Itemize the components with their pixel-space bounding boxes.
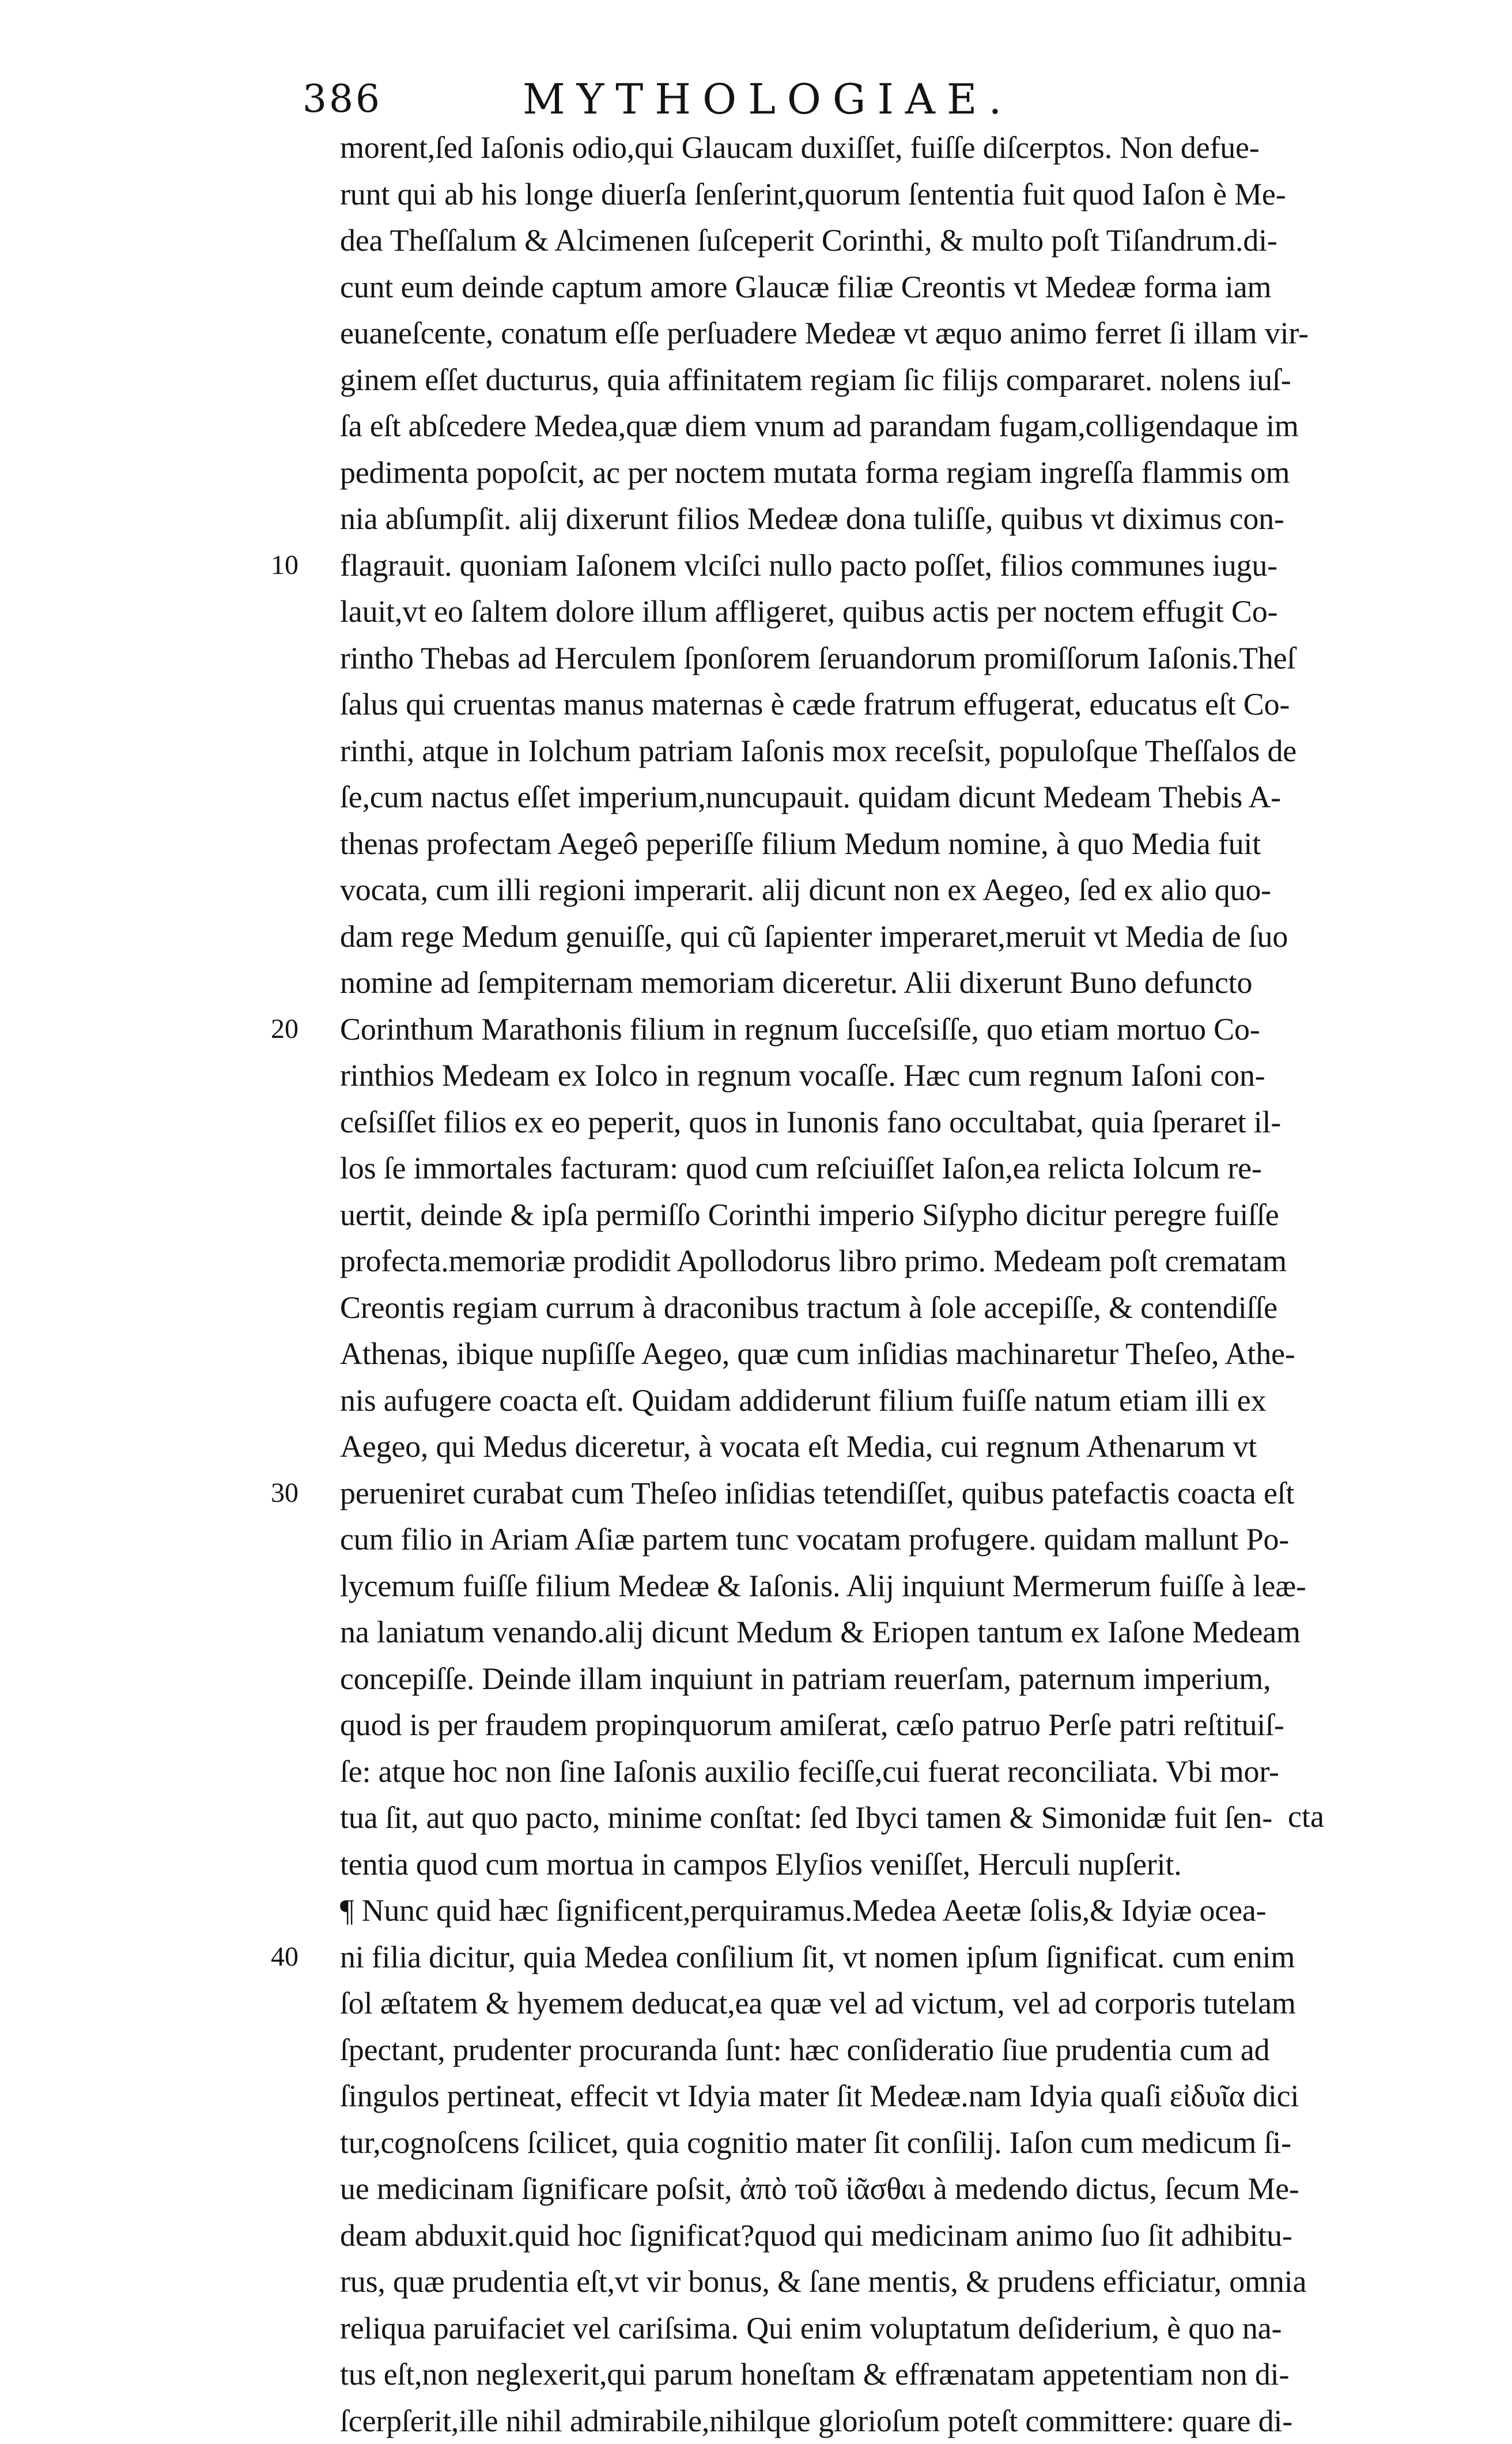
- text-line: euaneſcente, conatum eſſe perſuadere Medeæ vt æquo animo ferret ſi illam vir-: [340, 310, 1371, 357]
- text-line: profecta.memoriæ prodidit Apollodorus libro primo. Medeam poſt crematam: [340, 1238, 1371, 1285]
- text-line: deam abduxit.quid hoc ſignificat?quod qui medicinam animo ſuo ſit adhibitu-: [340, 2212, 1371, 2259]
- text-line: cum filio in Ariam Aſiæ partem tunc vocatam profugere. quidam mallunt Po-: [340, 1516, 1371, 1563]
- margin-line-number: 10: [271, 542, 298, 589]
- text-line: thenas profectam Aegeô peperiſſe filium Medum nomine, à quo Media fuit: [340, 821, 1371, 867]
- text-line: quod is per fraudem propinquorum amiſerat, cæſo patruo Perſe patri reſtituiſ-: [340, 1702, 1371, 1748]
- text-line: vocata, cum illi regioni imperarit. alij dicunt non ex Aegeo, ſed ex alio quo-: [340, 867, 1371, 913]
- text-line: nia abſumpſit. alij dixerunt filios Medeæ dona tuliſſe, quibus vt diximus con-: [340, 496, 1371, 542]
- text-line: ¶ Nunc quid hæc ſignificent,perquiramus.Medea Aeetæ ſolis,& Idyiæ ocea-: [340, 1887, 1371, 1934]
- margin-line-number: 30: [271, 1470, 298, 1517]
- text-line: rinthios Medeam ex Iolco in regnum vocaſſe. Hæc cum regnum Iaſoni con-: [340, 1052, 1371, 1099]
- text-line: ſpectant, prudenter procuranda ſunt: hæc conſideratio ſiue prudentia cum ad: [340, 2027, 1371, 2073]
- text-line: dea Theſſalum & Alcimenen ſuſceperit Corinthi, & multo poſt Tiſandrum.di-: [340, 217, 1371, 264]
- text-line: morent,ſed Iaſonis odio,qui Glaucam duxiſſet, fuiſſe diſcerptos. Non defue-: [340, 124, 1371, 171]
- text-line: los ſe immortales facturam: quod cum reſciuiſſet Iaſon,ea relicta Iolcum re-: [340, 1145, 1371, 1192]
- text-line: ginem eſſet ducturus, quia affinitatem regiam ſic filijs compararet. nolens iuſ-: [340, 357, 1371, 403]
- catchword: cta: [1288, 1793, 1324, 1839]
- text-line: Aegeo, qui Medus diceretur, à vocata eſt Media, cui regnum Athenarum vt: [340, 1423, 1371, 1470]
- page-header: [303, 70, 1201, 128]
- text-line: ſalus qui cruentas manus maternas è cæde fratrum effugerat, educatus eſt Co-: [340, 681, 1371, 728]
- text-line: tua ſit, aut quo pacto, minime conſtat: ſed Ibyci tamen & Simonidæ fuit ſen-: [340, 1795, 1371, 1841]
- text-line: rus, quæ prudentia eſt,vt vir bonus, & ſane mentis, & prudens efficiatur, omnia: [340, 2258, 1371, 2305]
- text-line: lauit,vt eo ſaltem dolore illum affligeret, quibus actis per noctem effugit Co-: [340, 588, 1371, 635]
- text-line: ſe: atque hoc non ſine Iaſonis auxilio feciſſe,cui fuerat reconciliata. Vbi mor-: [340, 1748, 1371, 1795]
- body-text: [340, 124, 1371, 2444]
- text-line: na laniatum venando.alij dicunt Medum & Eriopen tantum ex Iaſone Medeam: [340, 1609, 1371, 1656]
- text-line: reliqua paruifaciet vel cariſsima. Qui enim voluptatum deſiderium, è quo na-: [340, 2305, 1371, 2352]
- text-line: ni filia dicitur, quia Medea conſilium ſit, vt nomen ipſum ſignificat. cum enim: [340, 1934, 1371, 1981]
- text-line: perueniret curabat cum Theſeo inſidias tetendiſſet, quibus patefactis coacta eſt: [340, 1470, 1371, 1517]
- text-line: lycemum fuiſſe filium Medeæ & Iaſonis. Alij inquiunt Mermerum fuiſſe à leæ-: [340, 1563, 1371, 1610]
- page-number: 386: [303, 70, 382, 128]
- text-line: Athenas, ibique nupſiſſe Aegeo, quæ cum inſidias machinaretur Theſeo, Athe-: [340, 1331, 1371, 1377]
- text-line: flagrauit. quoniam Iaſonem vlciſci nullo pacto poſſet, filios communes iugu-: [340, 542, 1371, 589]
- text-line: ſingulos pertineat, effecit vt Idyia mater ſit Medeæ.nam Idyia quaſi εἰδυῖα dici: [340, 2073, 1371, 2120]
- text-line: ſa eſt abſcedere Medea,quæ diem vnum ad parandam fugam,colligendaque im: [340, 403, 1371, 449]
- text-line: cunt eum deinde captum amore Glaucæ filiæ Creontis vt Medeæ forma iam: [340, 264, 1371, 311]
- text-line: ſe,cum nactus eſſet imperium,nuncupauit. quidam dicunt Medeam Thebis A-: [340, 774, 1371, 821]
- text-line: tentia quod cum mortua in campos Elyſios veniſſet, Herculi nupſerit.: [340, 1841, 1371, 1888]
- text-line: dam rege Medum genuiſſe, qui cũ ſapienter imperaret,meruit vt Media de ſuo: [340, 913, 1371, 960]
- text-line: ceſsiſſet filios ex eo peperit, quos in Iunonis fano occultabat, quia ſperaret il-: [340, 1099, 1371, 1146]
- text-line: concepiſſe. Deinde illam inquiunt in patriam reuerſam, paternum imperium,: [340, 1656, 1371, 1702]
- text-line: rinthi, atque in Iolchum patriam Iaſonis mox receſsit, populoſque Theſſalos de: [340, 728, 1371, 775]
- text-line: uertit, deinde & ipſa permiſſo Corinthi imperio Siſypho dicitur peregre fuiſſe: [340, 1192, 1371, 1238]
- text-line: ſcerpſerit,ille nihil admirabile,nihilque glorioſum poteſt committere: quare di-: [340, 2398, 1371, 2444]
- text-line: nis aufugere coacta eſt. Quidam addiderunt filium fuiſſe natum etiam illi ex: [340, 1377, 1371, 1424]
- text-line: ue medicinam ſignificare poſsit, ἀπὸ τοῦ ἰᾶσθαι à medendo dictus, ſecum Me-: [340, 2166, 1371, 2212]
- text-line: tus eſt,non neglexerit,qui parum honeſtam & effrænatam appetentiam non di-: [340, 2351, 1371, 2398]
- text-line: tur,cognoſcens ſcilicet, quia cognitio mater ſit conſilij. Iaſon cum medicum ſi-: [340, 2120, 1371, 2166]
- text-line: ſol æſtatem & hyemem deducat,ea quæ vel ad victum, vel ad corporis tutelam: [340, 1980, 1371, 2027]
- text-line: Corinthum Marathonis filium in regnum ſucceſsiſſe, quo etiam mortuo Co-: [340, 1006, 1371, 1053]
- text-line: nomine ad ſempiternam memoriam diceretur. Alii dixerunt Buno defuncto: [340, 960, 1371, 1006]
- text-line: rintho Thebas ad Herculem ſponſorem ſeruandorum promiſſorum Iaſonis.Theſ: [340, 635, 1371, 682]
- text-line: runt qui ab his longe diuerſa ſenſerint,quorum ſententia fuit quod Iaſon è Me-: [340, 171, 1371, 218]
- margin-line-number: 20: [271, 1006, 298, 1053]
- text-line: pedimenta popoſcit, ac per noctem mutata forma regiam ingreſſa flammis om: [340, 449, 1371, 496]
- text-line: Creontis regiam currum à draconibus tractum à ſole accepiſſe, & contendiſſe: [340, 1285, 1371, 1331]
- margin-line-number: 40: [271, 1934, 298, 1981]
- running-title: MYTHOLOGIAE.: [523, 70, 1013, 128]
